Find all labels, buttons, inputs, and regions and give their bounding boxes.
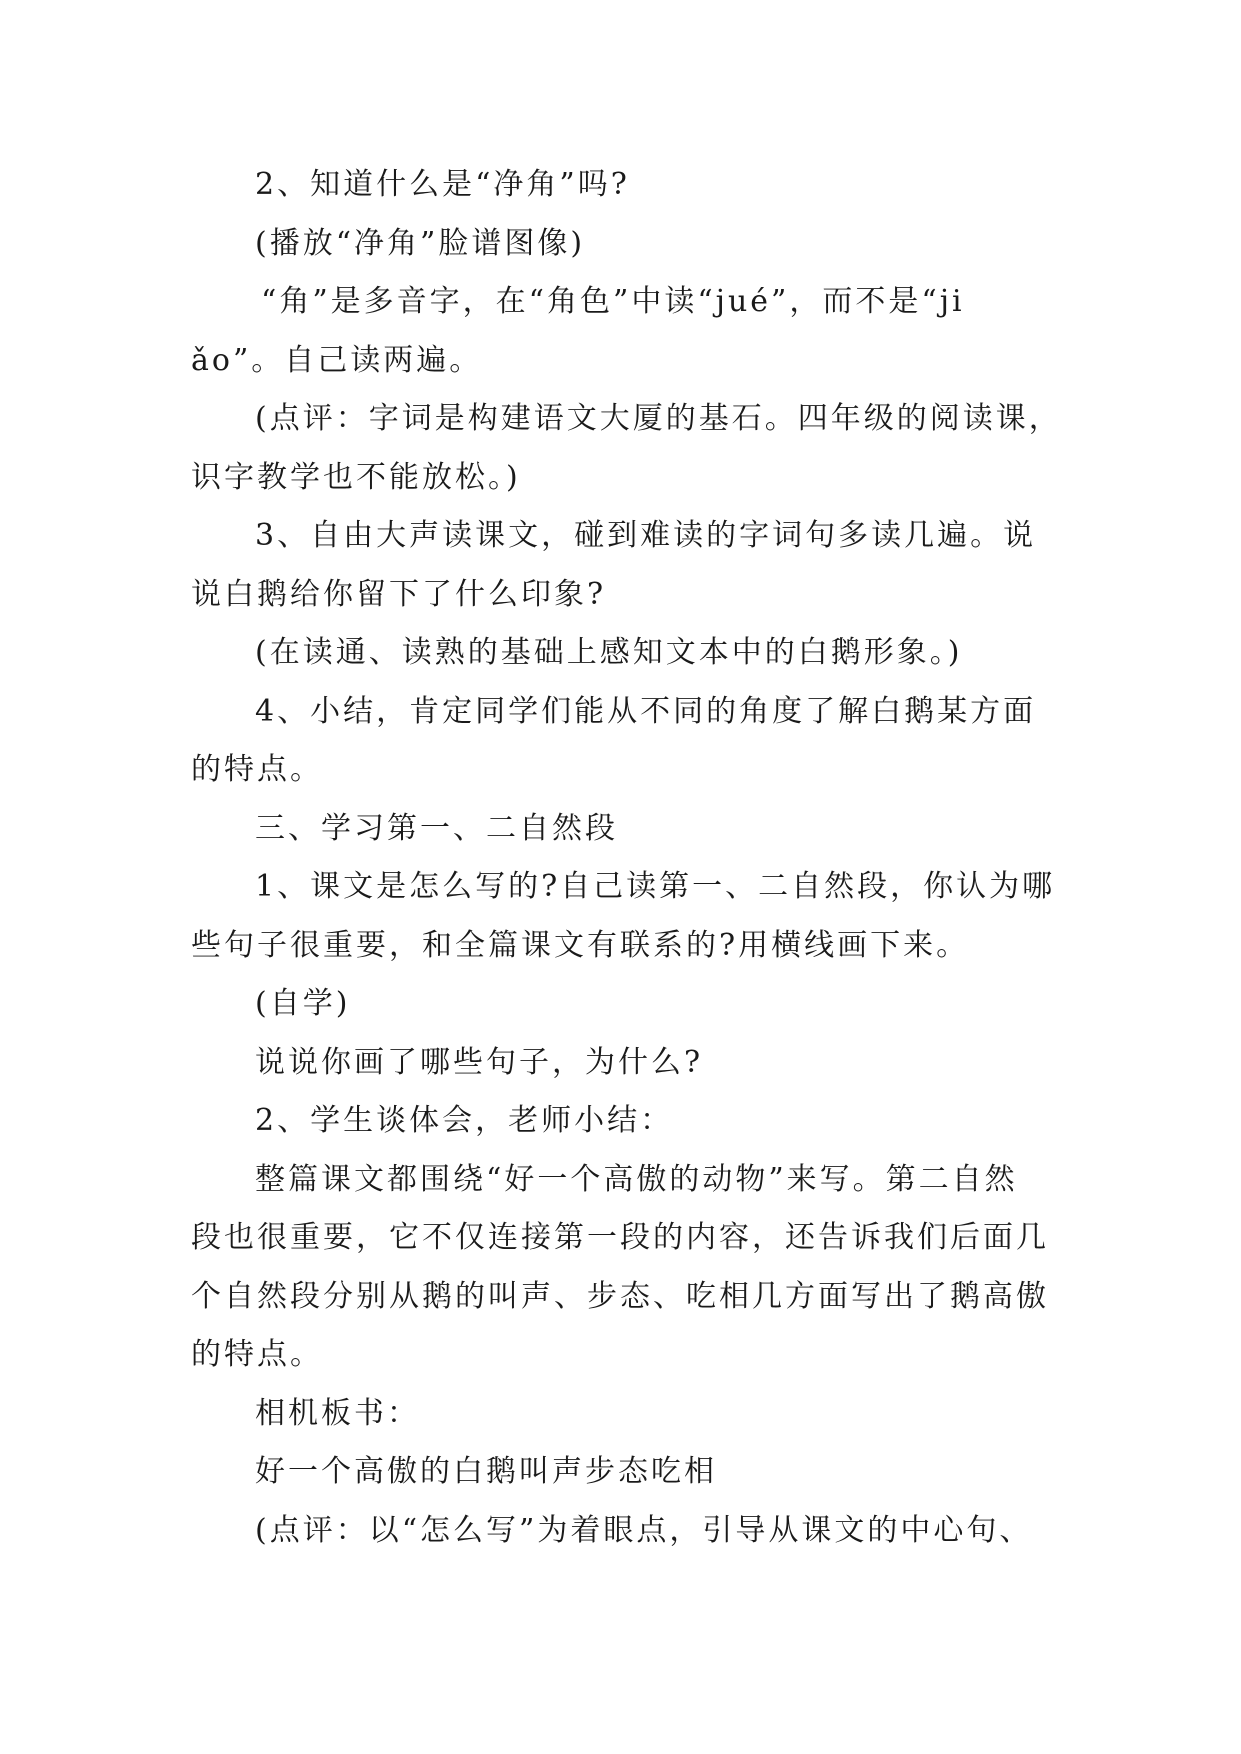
text-line: 2、知道什么是“净角”吗?: [255, 167, 630, 202]
text-line: 个自然段分别从鹅的叫声、步态、吃相几方面写出了鹅高傲: [191, 1278, 1049, 1314]
text-line: ǎo”。自己读两遍。: [191, 342, 483, 378]
text-line: 相机板书：: [255, 1395, 420, 1431]
text-line: (点评：以“怎么写”为着眼点，引导从课文的中心句、: [255, 1512, 1033, 1548]
text-line: 4、小结，肯定同学们能从不同的角度了解白鹅某方面: [255, 693, 1037, 729]
text-line: 3、自由大声读课文，碰到难读的字词句多读几遍。说: [255, 518, 1037, 553]
text-line: (在读通、读熟的基础上感知文本中的白鹅形象。): [255, 635, 963, 670]
text-line: 好一个高傲的白鹅叫声步态吃相: [255, 1454, 717, 1489]
text-line: (播放“净角”脸谱图像): [255, 225, 586, 261]
text-line: 些句子很重要，和全篇课文有联系的?用横线画下来。: [191, 927, 970, 963]
text-line: 的特点。: [191, 752, 323, 787]
text-line: 的特点。: [191, 1337, 323, 1372]
text-line: 说白鹅给你留下了什么印象?: [191, 576, 607, 612]
text-line: 识字教学也不能放松。): [191, 459, 521, 495]
section-heading: 三、学习第一、二自然段: [255, 810, 618, 846]
text-line: 2、学生谈体会，老师小结：: [255, 1103, 674, 1138]
document-body: [191, 156, 1061, 1560]
text-line: (自学): [255, 986, 351, 1021]
text-line: (点评：字词是构建语文大厦的基石。四年级的阅读课，: [255, 401, 1062, 436]
text-line: 段也很重要，它不仅连接第一段的内容，还告诉我们后面几: [191, 1220, 1049, 1255]
text-line: 说说你画了哪些句子，为什么?: [255, 1044, 704, 1080]
text-line: “角”是多音字，在“角色”中读“jué”，而不是“ji: [261, 284, 965, 319]
text-line: 整篇课文都围绕“好一个高傲的动物”来写。第二自然: [255, 1161, 1018, 1197]
text-line: 1、课文是怎么写的?自己读第一、二自然段，你认为哪: [255, 869, 1056, 904]
